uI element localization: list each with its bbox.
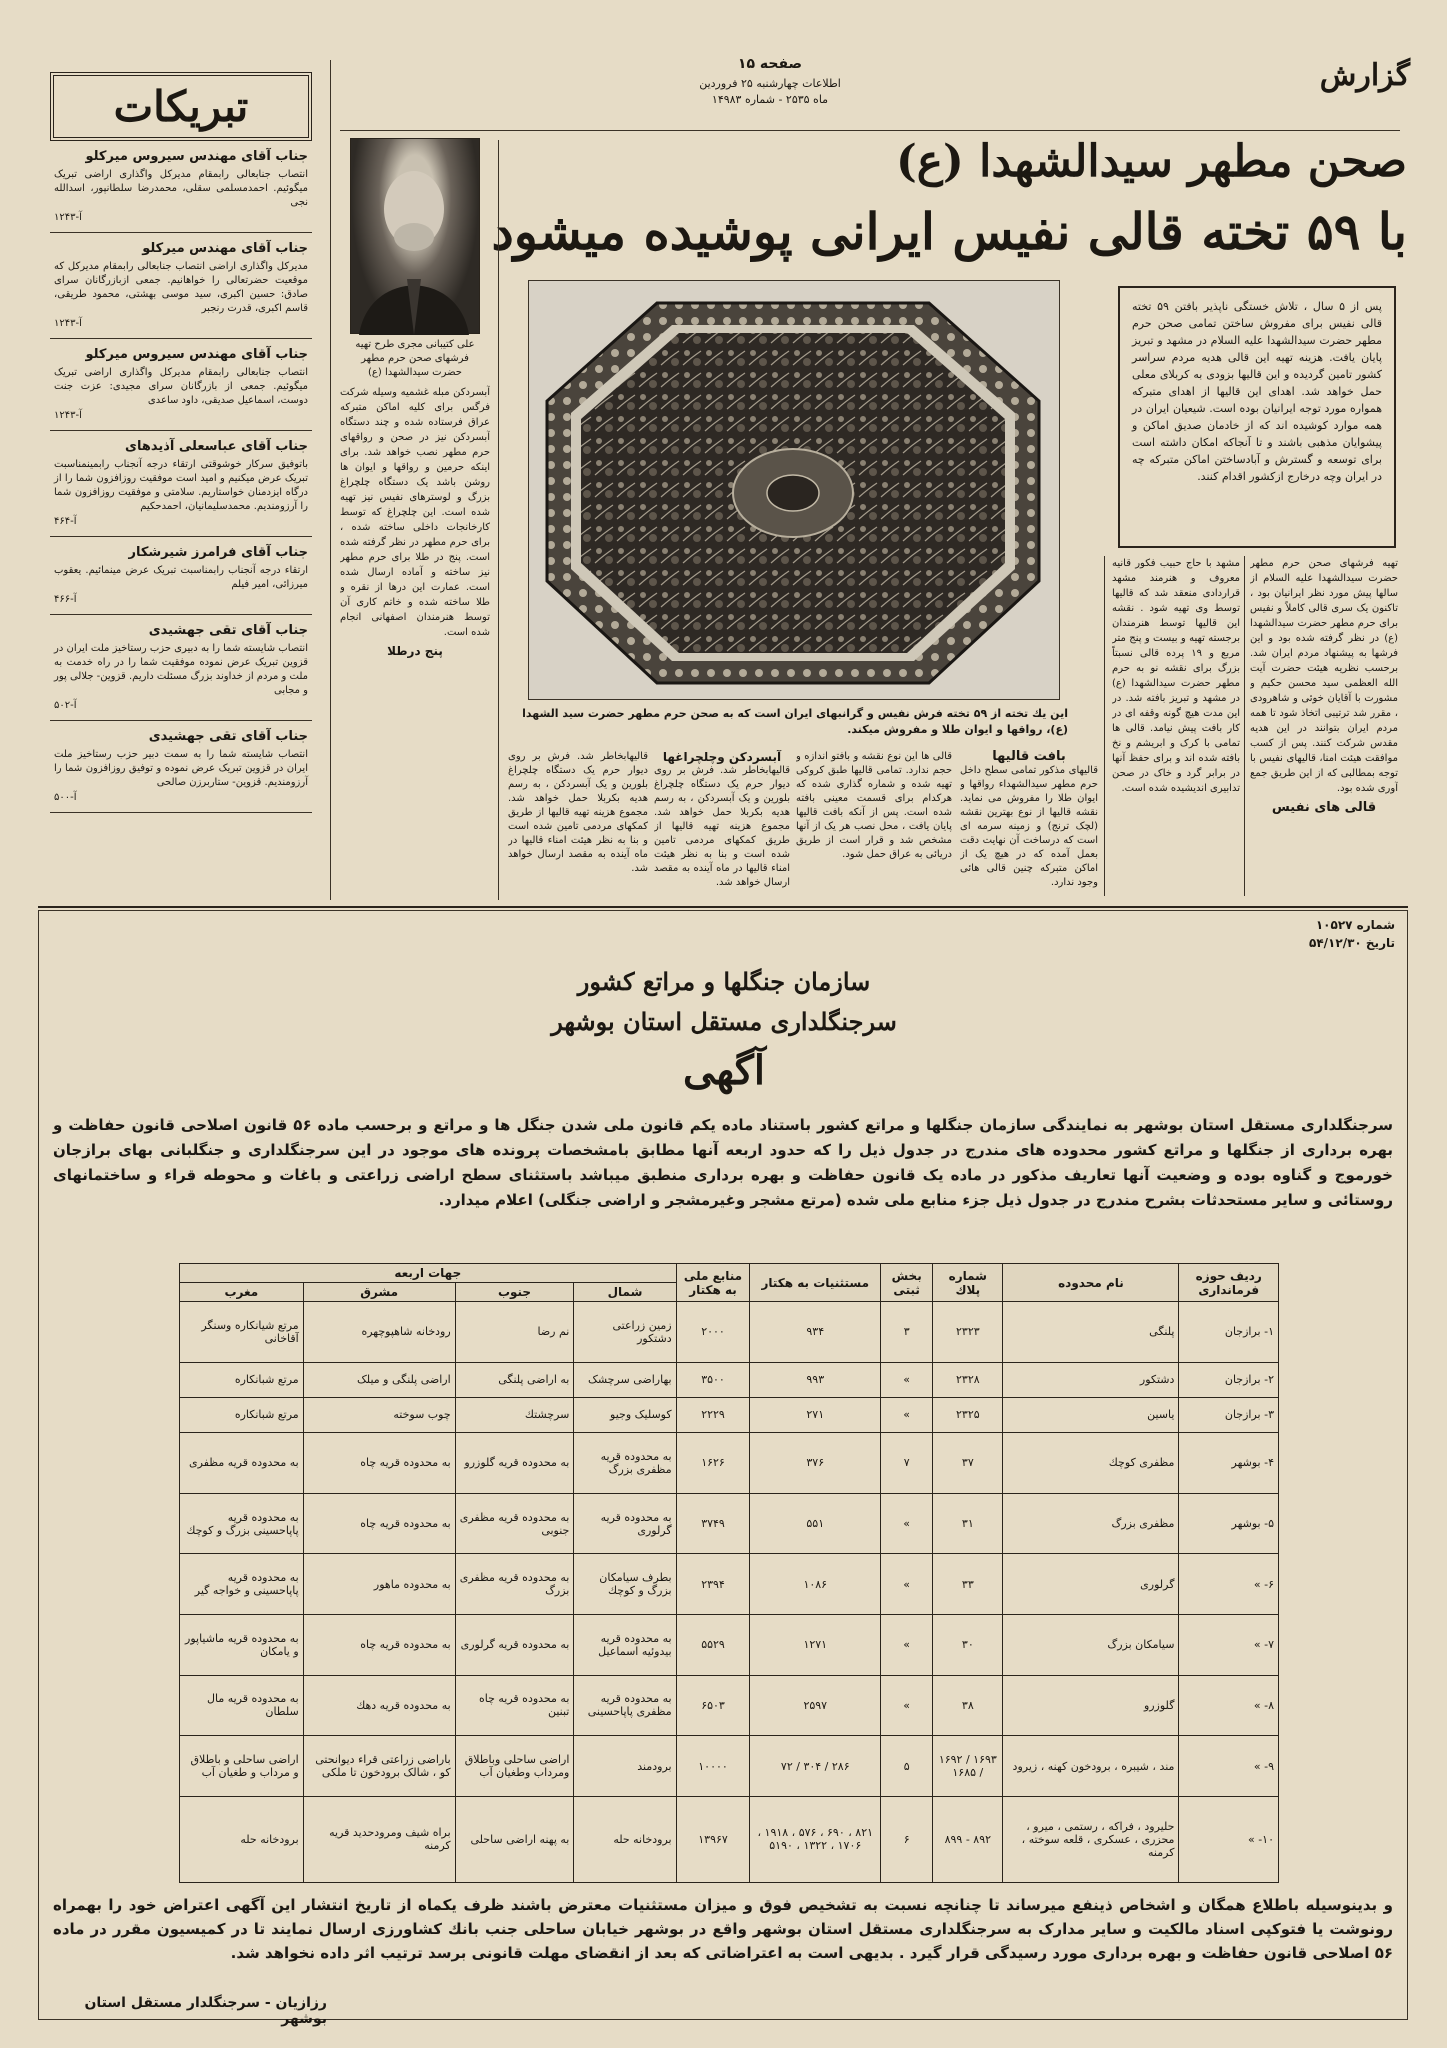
- table-cell-north: بطرف سیامکان بزرگ و کوچك: [574, 1554, 676, 1615]
- intro-box: پس از ۵ سال ، تلاش خستگی ناپذیر بافتن ۵۹ تخته قالی نفیس برای مفروش ساختن تمامی صحن حرم مطهر حضرت سیدالشهدا علیه السلام در مشهد و تبریز پایان یافت. هزینه تهیه این قالی هدیه مردم سراسر کشور تامین گردیده و این قالیها بزودی به کربلای معلی حمل خواهد شد. اهدای این قالیها از اهدای متبرکه همواره مورد توجه ایرانیان بوده است. شیعیان ایران در همه موارد کوشیده اند که از خادمان صدیق اماکن و پیشوایان مذهبی باشند و تا آنجاکه امکان داشته است برای توسعه و گسترش و آبادساختن اماکن متبرکه چه در ایران وچه درخارج ازکشور اقدام کنند.: [1118, 286, 1396, 548]
- tabrikat-item-head: جناب آقای تقی جهشیدی: [148, 729, 308, 744]
- table-cell-plak: ۳۰: [933, 1614, 1003, 1675]
- table-header-direction: مغرب: [180, 1283, 304, 1302]
- table-cell-meli: ۱۶۲۶: [676, 1433, 750, 1494]
- tabrikat-item-head: جناب آقای عباسعلی آذیدهای: [125, 439, 308, 454]
- table-cell-east: به محدوده قریه چاه: [303, 1433, 455, 1494]
- table-cell-plak: ۳۳: [933, 1554, 1003, 1615]
- table-cell-meli: ۱۰۰۰۰: [676, 1736, 750, 1797]
- table-cell-row: ۱- برازجان: [1179, 1302, 1279, 1363]
- tabrikat-item: [50, 615, 312, 721]
- table-cell-name: مظفری کوچك: [1003, 1433, 1179, 1494]
- table-header: بخش ثبتی: [881, 1264, 933, 1302]
- table-cell-plak: ۳۷: [933, 1433, 1003, 1494]
- table-cell-row: ۹- »: [1179, 1736, 1279, 1797]
- table-cell-row: ۸- »: [1179, 1675, 1279, 1736]
- table-cell-west: مرتع شیانکاره وسنگر آقاخانی: [180, 1302, 304, 1363]
- table-row: [180, 1493, 1279, 1554]
- tabrikat-item: [50, 339, 312, 431]
- table-cell-bakhsh: »: [881, 1362, 933, 1397]
- table-cell-meli: ۱۳۹۶۷: [676, 1796, 750, 1882]
- portrait-photo: [350, 138, 480, 334]
- table-header-direction: مشرق: [303, 1283, 455, 1302]
- table-cell-name: سیامکان بزرگ: [1003, 1614, 1179, 1675]
- ad-footer: و بدینوسیله باطلاع همگان و اشخاص ذینفع میرساند تا چنانچه نسبت به تشخیص فوق و میزان مستثنیات معترض باشند ظرف یکماه از تاریخ انتشار این آگهی اعتراض خود را بهمراه رونوشت یا فتوکپی اسناد مالکیت و سایر مدارک به سرجنگلداری مستقل استان بوشهر واقع در بوشهر خیابان ساحلی جنب بانك کشاورزی ارسال نمایند تا در کمیسیون مقرر در ماده ۵۶ اصلاحی قانون حفاظت و بهره برداری مورد رسیدگی قرار گیرد . بدیهی است به اعتراضاتی که بعد از انقضای مهلت قانونی برسد ترتیب اثر داده نخواهد شد.: [53, 1896, 1393, 1962]
- ad-number: شماره ۱۰۵۲۷: [1315, 918, 1395, 932]
- tabrikat-item-head: جناب آقای مهندس سیروس میرکلو: [85, 149, 308, 164]
- portrait-figure-icon: [349, 139, 479, 335]
- page-number: صفحه ۱۵: [737, 56, 803, 72]
- table-cell-west: به محدوده قریه مال سلطان: [180, 1675, 304, 1736]
- table-cell-south: سرچشتك: [455, 1397, 574, 1432]
- tabrikat-item: [50, 537, 312, 615]
- tabrikat-list: [50, 141, 312, 813]
- table-cell-name: گلوزرو: [1003, 1675, 1179, 1736]
- table-cell-row: ۲- برازجان: [1179, 1362, 1279, 1397]
- table-cell-bakhsh: »: [881, 1397, 933, 1432]
- table-cell-row: ۳- برازجان: [1179, 1397, 1279, 1432]
- tabrikat-item-body: ارتقاء درجه آنجناب رابمناسبت تبریک عرض مینمائیم. یعقوب میرزائی، امیر فیلم: [54, 565, 308, 590]
- table-cell-meli: ۳۷۴۹: [676, 1493, 750, 1554]
- table-cell-mostasna: ۲۷۱: [750, 1397, 881, 1432]
- table-cell-north: برودمند: [574, 1736, 676, 1797]
- tabrikat-item-head: جناب آقای فرامرز شیرشکار: [128, 545, 308, 560]
- table-cell-row: ۷- »: [1179, 1614, 1279, 1675]
- table-cell-meli: ۶۵۰۳: [676, 1675, 750, 1736]
- table-header-bounds: جهات اربعه: [180, 1264, 677, 1283]
- tabrikat-item: [50, 721, 312, 813]
- tabrikat-item-body: انتصاب شایسته شما را به سمت دبیر حزب رستاخیز ملت ایران در قزوین تبریک عرض نموده و توفیق روزافزون شما را آرزومندیم. قزوین- ستاربرزن صالحی: [54, 749, 308, 788]
- table-cell-mostasna: ۲۸۶ / ۳۰۴ / ۷۲: [750, 1736, 881, 1797]
- subhead-abrasani: آبسردکن وچلچراغها: [662, 750, 782, 764]
- photo-side-column: آبسردکن مبله غشمیه وسیله شرکت فرگس برای کلیه اماکن متبرکه عراق فرستاده شده و چند دستگاه آبسردکن نیز در صحن و رواقهای حرم مطهر نصب خواهد شد. برای اینکه حرمین و رواقها و ایوان ها روشن باشد یک دستگاه چلچراغ بزرگ و لوسترهای نفیس نیز تهیه شده است. این چلچراغ که توسط کارخانجات داخلی ساخته شده ، برای حرم مطهر در نظر گرفته شده است. پنج در طلا برای حرم مطهر نیز ساخته و آماده ارسال شده است. عمارت این درها از نقره و طلا ساخته شده و خاتم کاری آن توسط هنرمندان اصفهانی انجام شده است. پنج درطلا: [340, 387, 490, 658]
- table-cell-south: به محدوده قریه گرلوری: [455, 1614, 574, 1675]
- table-header: ردیف حوزه فرمانداری: [1179, 1264, 1279, 1302]
- tabrikat-item-body: مدیرکل واگذاری اراضی انتصاب جنابعالی رابمقام مدیرکل که موقعیت حضرتعالی را خواهانیم. جمعی ازبازرگانان سرای صادق: حسین اکبری، سید موسی بهشتی، محمود طریقی، قاسم اکبری، قدرت رنجبر: [54, 261, 308, 314]
- tabrikat-item-body: انتصاب جنابعالی رابمقام مدیرکل واگذاری اراضی تبریک میگوئیم. احمدمسلمی سقلی، محمدرضا سلطانپور، اسدالله نجی: [54, 169, 308, 208]
- table-cell-mostasna: ۹۹۳: [750, 1362, 881, 1397]
- tabrikat-item-code: آ-۱۲۴۳: [54, 212, 82, 223]
- tabrikat-item-code: آ-۵۰۰: [54, 792, 77, 803]
- tabrikat-item: [50, 233, 312, 339]
- subhead-bafte: بافت قالیها: [992, 750, 1066, 764]
- table-row: [180, 1675, 1279, 1736]
- table-cell-name: گرلوری: [1003, 1554, 1179, 1615]
- headline-line-2: با ۵۹ تخته قالی نفیس ایرانی پوشیده میشود: [491, 202, 1407, 261]
- table-cell-mostasna: ۳۷۶: [750, 1433, 881, 1494]
- table-cell-row: ۴- بوشهر: [1179, 1433, 1279, 1494]
- tabrikat-item-head: جناب آقای مهندس سیروس میرکلو: [85, 347, 308, 362]
- table-cell-row: ۵- بوشهر: [1179, 1493, 1279, 1554]
- table-cell-mostasna: ۲۵۹۷: [750, 1675, 881, 1736]
- tabrikat-item-code: آ-۱۲۴۳: [54, 410, 82, 421]
- tabrikat-item-head: جناب آقای تقی جهشیدی: [148, 623, 308, 638]
- table-cell-east: چوب سوخته: [303, 1397, 455, 1432]
- table-cell-east: به محدوده ماهور: [303, 1554, 455, 1615]
- carpet-caption: این یك تخته از ۵۹ تخته فرش نفیس و گرانبهای ایران است که به صحن حرم مطهر حضرت سید الشهدا (ع)، رواقها و ایوان طلا و مفروش میکند.: [522, 707, 1068, 736]
- tabrikat-item: [50, 141, 312, 233]
- issue-number: ماه ۲۵۳۵ - شماره ۱۴۹۸۳: [711, 93, 829, 106]
- article-col-left: قالیهابخاطر شد. فرش بر روی دیوار حرم یک دستگاه چلچراغ بلورین و یک آبسردکن ، به رسم هدیه بکربلا حمل خواهد شد. مجموع هزینه تهیه قالیها از طریق کمکهای مردمی تامین شده است و بنا به نظر هیئت امناء قالیها در ماه آینده به مقصد ارسال خواهد شد.: [508, 751, 648, 874]
- headline-line-1: صحن مطهر سیدالشهدا (ع): [895, 136, 1407, 187]
- page-header: [330, 52, 1410, 128]
- ad-signature: رزازیان - سرجنگلدار مستقل استان بوشهر: [84, 1995, 327, 2027]
- ad-date: تاریخ ۵۴/۱۲/۳۰: [1309, 936, 1395, 950]
- table-cell-north: به محدوده قریه گرلوری: [574, 1493, 676, 1554]
- table-cell-plak: ۲۳۲۳: [933, 1302, 1003, 1363]
- table-cell-west: مرتع شبانکاره: [180, 1362, 304, 1397]
- tabrikat-item-code: آ-۴۶۴: [54, 516, 77, 527]
- table-cell-row: ۱۰- »: [1179, 1796, 1279, 1882]
- table-cell-south: به محدوده قریه مظفری جنوبی: [455, 1493, 574, 1554]
- tabrikat-item-body: انتصاب شایسته شما را به دبیری حزب رستاخیز ملت ایران در قزوین تبریک عرض نموده موفقیت شما را در راه خدمت به ملت و مردم از خداوند بزرگ مسئلت داریم. قزوین- جلالی پور و مجابی: [54, 643, 308, 696]
- ad-section: [38, 910, 1408, 2027]
- table-cell-mostasna: ۱۰۸۶: [750, 1554, 881, 1615]
- table-cell-east: به محدوده قریه چاه: [303, 1493, 455, 1554]
- table-header: مستثنیات به هکتار: [750, 1264, 881, 1302]
- tabrikat-item: [50, 431, 312, 537]
- table-cell-south: به محدوده قریه مظفری بزرگ: [455, 1554, 574, 1615]
- tabrikat-item-head: جناب آقای مهندس میرکلو: [142, 241, 308, 256]
- table-cell-name: یاسین: [1003, 1397, 1179, 1432]
- table-cell-meli: ۳۵۰۰: [676, 1362, 750, 1397]
- table-cell-south: به محدوده قریه چاه تبنین: [455, 1675, 574, 1736]
- table-header: شماره پلاك: [933, 1264, 1003, 1302]
- table-cell-bakhsh: ۷: [881, 1433, 933, 1494]
- table-cell-name: دشتکور: [1003, 1362, 1179, 1397]
- table-cell-north: به محدوده قریه بیدوئیه اسماعیل: [574, 1614, 676, 1675]
- table-cell-west: به محدوده قریه مظفری: [180, 1433, 304, 1494]
- table-cell-mostasna: ۵۵۱: [750, 1493, 881, 1554]
- table-cell-mostasna: ۹۳۴: [750, 1302, 881, 1363]
- tabrikat-item-code: آ-۵۰۲: [54, 700, 77, 711]
- ad-notice-title: آگهی: [683, 1047, 765, 1094]
- table-cell-mostasna: ۱۲۷۱: [750, 1614, 881, 1675]
- ad-body: سرجنگلداری مستقل استان بوشهر به نمایندگی سازمان جنگلها و مراتع کشور باستناد ماده یکم قانون ملی شدن جنگل ها و مراتع و برحسب ماده ۵۶ قانون اصلاحی قانون حفاظت و بهره برداری از جنگلها و مراتع کشور محدوده های مندرج در جدول ذیل را که حدود اربعه آنها مطابق بامشخصات پرونده های موجود در این سرجنگلداری و جنگلبانی بهای برازجان خورموج و گناوه بوده و وضعیت آنها تعاریف مذکور در ماده یک قانون حفاظت و بهره برداری منطبق میباشد باستثنای سطح اراضی زراعتی و باغات و محوطه قراء و ساختمانهای روستائی و سایر مستحدثات بشرح مندرج در جدول ذیل جزء منابع ملی شده (مرتع مشجر وغیرمشجر و اراضی جنگلی) اعلام میدارد.: [53, 1116, 1393, 1209]
- carpet-icon: [527, 281, 1059, 701]
- table-cell-name: مند ، شیبره ، برودخون کهنه ، زیرود: [1003, 1736, 1179, 1797]
- table-cell-north: به محدوده قریه مظفری بزرگ: [574, 1433, 676, 1494]
- tabrikat-item-body: انتصاب جنابعالی رابمقام مدیرکل واگذاری اراضی تبریک میگوئیم. جمعی از بازرگانان سرای مجیدی: عزت جنت دوست، اسماعیل صدیقی، داود ساعدی: [54, 367, 308, 406]
- table-cell-meli: ۲۰۰۰: [676, 1302, 750, 1363]
- table-cell-west: به محدوده قریه پاپاحسینی و خواجه گیر: [180, 1554, 304, 1615]
- table-row: [180, 1433, 1279, 1494]
- table-header: نام محدوده: [1003, 1264, 1179, 1302]
- table-cell-bakhsh: »: [881, 1614, 933, 1675]
- table-cell-east: اراضی پلنگی و میلک: [303, 1362, 455, 1397]
- table-cell-row: ۶- »: [1179, 1554, 1279, 1615]
- table-cell-bakhsh: »: [881, 1493, 933, 1554]
- table-cell-north: کوسلیک وجیو: [574, 1397, 676, 1432]
- table-cell-west: به محدوده قریه ماشیاپور و یامکان: [180, 1614, 304, 1675]
- tabrikat-item-body: باتوفیق سرکار خوشوقتی ارتقاء درجه آنجناب رابمینمناسبت تبریک عرض میکنیم و امید است موفقیت روزافزون شما را از درگاه ایزدمنان خواستاریم. سلامتی و موفقیت روزافزون شما را آرزومندیم. محمدسلیمانیان، احمدحکیم: [54, 459, 308, 512]
- ad-table: [179, 1263, 1279, 1883]
- table-cell-plak: ۲۳۲۸: [933, 1362, 1003, 1397]
- table-cell-bakhsh: ۶: [881, 1796, 933, 1882]
- table-row: [180, 1362, 1279, 1397]
- table-row: [180, 1736, 1279, 1797]
- table-cell-name: حلیرود ، فراکه ، رستمی ، میرو ، محزری ، عسکری ، قلعه سوخته ، کرمنه: [1003, 1796, 1179, 1882]
- table-cell-plak: ۲۳۲۵: [933, 1397, 1003, 1432]
- table-cell-bakhsh: ۵: [881, 1736, 933, 1797]
- table-cell-south: به اراضی پلنگی: [455, 1362, 574, 1397]
- table-row: [180, 1614, 1279, 1675]
- tabrikat-column: [50, 72, 312, 902]
- table-cell-north: بهاراضی سرچشک: [574, 1362, 676, 1397]
- table-header-direction: شمال: [574, 1283, 676, 1302]
- table-cell-name: مظفری بزرگ: [1003, 1493, 1179, 1554]
- table-cell-west: برودخانه حله: [180, 1796, 304, 1882]
- table-cell-east: رودخانه شاهپوچهره: [303, 1302, 455, 1363]
- article-col-mid-left: قالی ها این نوع نقشه و بافتو اندازه و حجم ندارد. تمامی قالیها طبق کروکی تهیه شده و شماره گذاری شده که هرکدام برای قسمت معینی بافته شده است. پس از آنکه بافت قالیها پایان یافت ، محل نصب هر یک از آنها مشخص شد و قرار است از طریق دریائی به عراق حمل شود.: [796, 751, 952, 860]
- portrait-caption: علی کتیبانی مجری طرح تهیه فرشهای صحن حرم مطهر حضرت سیدالشهدا (ع): [355, 339, 475, 378]
- article-col-right: تهیه فرشهای صحن حرم مطهر حضرت سیدالشهدا علیه السلام از سالها پیش مورد نظر ایرانیان بود ، تاکنون یک سری قالی کاملاً و نفیس برای حرم مطهر حضرت سیدالشهدا (ع) در نظر گرفته شده بود و این فرشها به پیشنهاد مردم ایران شد. برحسب نظریه هیئت حضرت آیت الله العظمی سید محسن حکیم و مشورت با آقایان خوئی و شاهرودی ، مقرر شد ترتیبی اتخاذ شود تا همه مردم ایران بتوانند در این هدیه مقدس شرکت کنند. پس از کسب موافقت هیئت امنا، قالیهای نفیس با توجه بمطالبی که از این طریق جمع آوری شده بود. قالی های نفیس: [1250, 558, 1398, 815]
- table-cell-west: اراضی ساحلی و باطلاق و مرداب و طغیان آب: [180, 1736, 304, 1797]
- table-cell-north: برودخانه حله: [574, 1796, 676, 1882]
- carpet-photo: [528, 280, 1060, 700]
- tabrikat-item-code: آ-۴۶۶: [54, 594, 77, 605]
- tabrikat-title: تبریکات: [113, 82, 249, 131]
- table-cell-south: به محدوده قریه گلوزرو: [455, 1433, 574, 1494]
- table-cell-east: براه شیف ومرودحدید قریه کرمنه: [303, 1796, 455, 1882]
- table-cell-meli: ۲۳۹۴: [676, 1554, 750, 1615]
- table-cell-plak: ۱۶۹۳ / ۱۶۹۲ / ۱۶۸۵: [933, 1736, 1003, 1797]
- table-cell-bakhsh: »: [881, 1675, 933, 1736]
- table-header-direction: جنوب: [455, 1283, 574, 1302]
- table-row: [180, 1302, 1279, 1363]
- table-cell-east: به محدوده قریه دهك: [303, 1675, 455, 1736]
- table-cell-east: باراضی زراعتی قراء دیوانحتی کو ، شالک برودخون تا ملکی: [303, 1736, 455, 1797]
- tabrikat-header: [50, 72, 312, 141]
- table-cell-bakhsh: »: [881, 1554, 933, 1615]
- table-row: [180, 1796, 1279, 1882]
- article-col-left-2: آبسردکن وچلچراغها قالیهابخاطر شد. فرش بر روی دیوار حرم یک دستگاه چلچراغ بلورین و یک آبسردکن ، به رسم هدیه بکربلا حمل خواهد شد. مجموع هزینه تهیه قالیها از طریق کمکهای مردمی تامین شده است و بنا به نظر هیئت امناء قالیها در ماه آینده به مقصد ارسال خواهد شد.: [654, 750, 790, 888]
- paper-date: اطلاعات چهارشنبه ۲۵ فروردین: [699, 77, 841, 90]
- table-cell-south: به پهنه اراضی ساحلی: [455, 1796, 574, 1882]
- table-cell-north: زمین زراعتی دشتکور: [574, 1302, 676, 1363]
- table-cell-west: مرتع شبانکاره: [180, 1397, 304, 1432]
- subhead-panj: پنج درطلا: [387, 644, 443, 658]
- table-cell-east: به محدوده قریه چاه: [303, 1614, 455, 1675]
- table-cell-plak: ۳۱: [933, 1493, 1003, 1554]
- table-row: [180, 1397, 1279, 1432]
- table-cell-plak: ۳۸: [933, 1675, 1003, 1736]
- table-cell-south: نم رضا: [455, 1302, 574, 1363]
- article-col-mid-right: مشهد با حاج حبیب فکور قانیه معروف و هنرمند مشهد قراردادی منعقد شد که قالیها توسط وی تهیه شود . نقشه این قالیها توسط هنرمندان برجسته تهیه و بیست و پنج متر مربع و ۱۹ پرده قالی نسبتاً بزرگ برای نقشه نو به حرم مطهر حضرت سیدالشهدا (ع) در مشهد و تبریز بافته شد. در این مدت هیچ گونه وقفه ای در کار بافت پیش نیامد. قالی ها تمامی با کرک و ابریشم و نخ بافته شده اند و برای حفظ آنها در برابر گرد و خاک در صحن تدابیری اندیشیده شده است.: [1112, 558, 1240, 794]
- article-col-mid: بافت قالیها قالیهای مذکور تمامی سطح داخل حرم مطهر سیدالشهداء رواقها و ایوان طلا را مفروش می نماید. نقشه قالیها از نوع بهترین نقشه (لچک ترنج) و زمینه سرمه ای است که درساخت آن نهایت دقت بعمل آمده که در هیچ یک از اماکن متبرکه چنین قالی هائی وجود ندارد.: [960, 750, 1098, 888]
- table-cell-south: اراضی ساحلی وباطلاق ومرداب وطغیان آب: [455, 1736, 574, 1797]
- table-cell-meli: ۵۵۲۹: [676, 1614, 750, 1675]
- table-row: [180, 1554, 1279, 1615]
- subhead-nafis: قالی های نفیس: [1271, 800, 1377, 815]
- table-cell-mostasna: ۸۲۱ ، ۶۹۰ ، ۵۷۶ ، ۱۹۱۸ ، ۱۷۰۶ ، ۱۳۲۲ ، ۵۱۹۰: [750, 1796, 881, 1882]
- ad-org-line-2: سرجنگلداری مستقل استان بوشهر: [551, 1007, 897, 1036]
- report-label: گزارش: [1319, 58, 1410, 93]
- table-cell-west: به محدوده قریه پاپاحسینی بزرگ و کوچك: [180, 1493, 304, 1554]
- table-cell-meli: ۲۲۲۹: [676, 1397, 750, 1432]
- table-cell-bakhsh: ۳: [881, 1302, 933, 1363]
- ad-org-line-1: سازمان جنگلها و مراتع کشور: [577, 967, 871, 996]
- table-header: منابع ملی به هکتار: [676, 1264, 750, 1302]
- table-cell-north: به محدوده قریه مظفری پاپاحسینی: [574, 1675, 676, 1736]
- tabrikat-item-code: آ-۱۲۴۳: [54, 318, 82, 329]
- table-cell-name: پلنگی: [1003, 1302, 1179, 1363]
- table-cell-plak: ۸۹۲ - ۸۹۹: [933, 1796, 1003, 1882]
